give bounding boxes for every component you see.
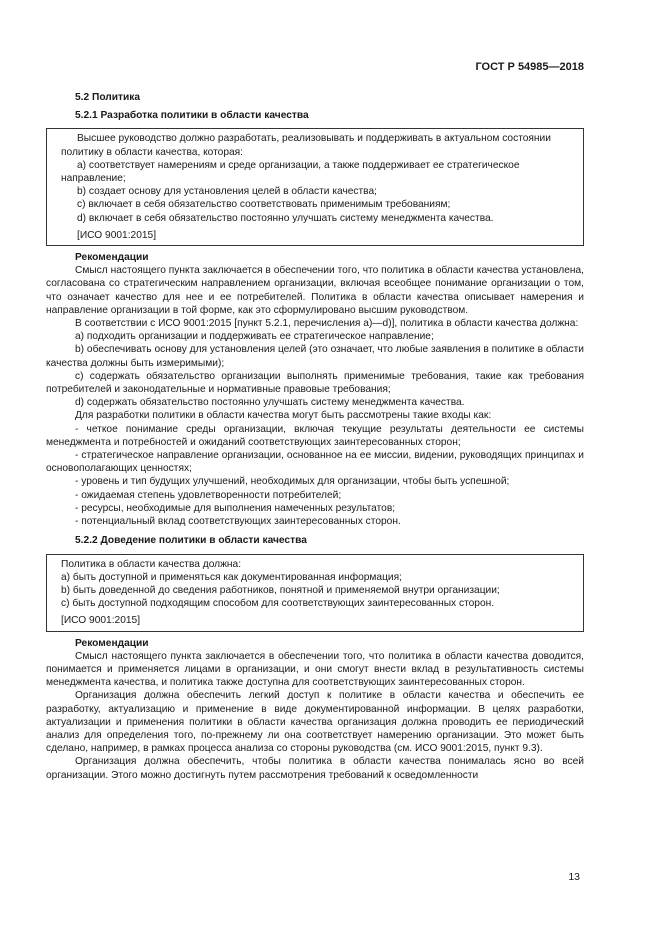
box-line: а) соответствует намерениям и среде организации, а также поддерживает ее стратегическое направление; [61,159,520,185]
list-item: а) подходить организации и поддерживать ее стратегическое направление; [75,331,434,343]
list-item: c) содержать обязательство организации выполнять применимые требования, такие как требования потребителей и законодательные и нормативные правовые требования; [46,370,584,396]
page-number: 13 [568,871,580,883]
recommendations-title: Рекомендации [75,637,149,649]
paragraph: В соответствии с ИСО 9001:2015 [пункт 5.2.1, перечисления а)—d)], политика в области качества должна: [75,318,579,330]
section-5-2-title: 5.2 Политика [75,92,141,103]
list-item: b) обеспечивать основу для установления целей (это означает, что любые заявления в политике в области качества должны быть измеримыми); [46,344,584,369]
section-5-2-2-title: 5.2.2 Доведение политики в области качества [75,535,307,547]
box-line: d) включает в себя обязательство постоянно улучшать систему менеджмента качества. [77,212,494,224]
list-item: - потенциальный вклад соответствующих заинтересованных сторон. [75,516,401,528]
list-item: - четкое понимание среды организации, включая текущие результаты деятельности ее системы менеджмента и потребностей и ожиданий соответствующих заинтересованных сторон; [46,423,584,448]
box-line: b) быть доведенной до сведения работников, понятной и применяемой внутри организации; [61,584,500,596]
paragraph: Смысл настоящего пункта заключается в обеспечении того, что политика в области качества доводится, понимается и применяется лицами в организации, и они смогут внести вклад в результативность системы менеджмента качества, и политика также доступна для соответствующих заинтересованных сторон. [46,650,584,689]
iso-reference: [ИСО 9001:2015] [77,229,157,241]
recommendations-title: Рекомендации [75,252,149,264]
paragraph: Для разработки политики в области качества могут быть рассмотрены такие входы как: [75,410,492,422]
list-item: - ресурсы, необходимые для выполнения намеченных результатов; [75,502,396,514]
list-item: - ожидаемая степень удовлетворенности потребителей; [75,489,342,501]
box-line: c) быть доступной подходящим способом для соответствующих заинтересованных сторон. [61,598,495,610]
paragraph: Организация должна обеспечить, чтобы политика в области качества понималась ясно во всей организации. Этого можно достигнуть путем рассмотрения требований к осведомленности [46,756,584,781]
standard-header: ГОСТ Р 54985—2018 [475,61,584,73]
box-line: Высшее руководство должно разработать, реализовывать и поддерживать в актуальном состоянии политику в области качества, которая: [61,133,551,158]
page-content [46,91,584,782]
box-line: b) создает основу для установления целей в области качества; [77,186,377,198]
section-5-2-1-title: 5.2.1 Разработка политики в области качества [75,110,309,122]
box-line: c) включает в себя обязательство соответствовать применимым требованиям; [77,199,451,211]
box-line: а) быть доступной и применяться как документированная информация; [61,571,402,583]
list-item: - стратегическое направление организации, основанное на ее миссии, видении, руководящих принципах и основополагающих ценностях; [46,450,584,475]
list-item: - уровень и тип будущих улучшений, необходимых для организации, чтобы быть успешной; [75,476,510,488]
iso-reference: [ИСО 9001:2015] [61,615,141,627]
box-line: Политика в области качества должна: [61,558,242,570]
requirements-box-5-2-1 [46,128,584,246]
requirements-box-5-2-2 [46,554,584,632]
paragraph: Смысл настоящего пункта заключается в обеспечении того, что политика в области качества установлена, согласована со стратегическим направлением организации, включая всеобщее понимание организации о том, что означает качество для нее и ее потребителей. Политика в области качества описывает намерения и направление организации в той форме, как это сформулировано высшим руководством. [46,265,584,316]
paragraph: Организация должна обеспечить легкий доступ к политике в области качества и обеспечить ее разработку, актуализацию и применение в виде документированной информации. В целях разработки, актуализации и применения политики в области качества организация должна проводить ее периодический анализ для определения того, по-прежнему ли она соответствует намерению организации. Это может быть сделано, например, в рамках процесса анализа со стороны руководства (см. ИСО 9001:2015, пункт 9.3). [46,690,584,755]
list-item: d) содержать обязательство постоянно улучшать систему менеджмента качества. [75,397,465,409]
